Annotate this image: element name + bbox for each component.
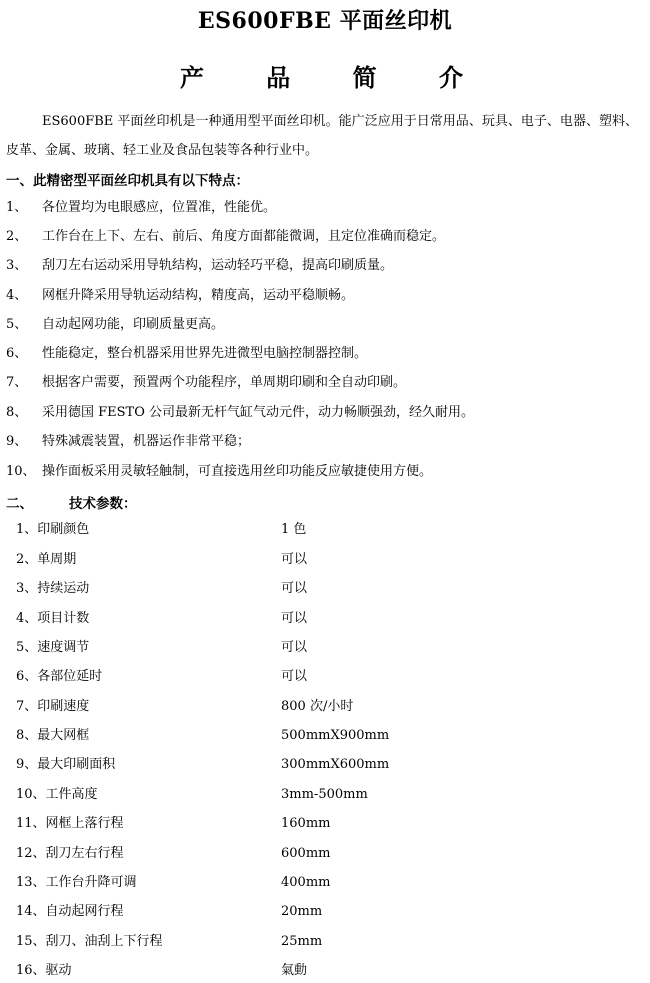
features-heading: 一、此精密型平面丝印机具有以下特点： — [6, 173, 249, 189]
feature-item — [6, 199, 276, 217]
feature-item — [6, 228, 445, 246]
feature-text: 性能稳定，整台机器采用世界先进微型电脑控制器控制。 — [42, 346, 368, 361]
spec-row — [16, 786, 636, 804]
feature-number: 5、 — [6, 317, 28, 332]
feature-text: 根据客户需要，预置两个功能程序，单周期印刷和全自动印刷。 — [42, 375, 407, 390]
feature-number: 8、 — [6, 405, 28, 420]
spec-name: 11、网框上落行程 — [16, 816, 124, 831]
spec-value: 1 色 — [281, 522, 307, 537]
spec-value: 160mm — [281, 816, 331, 831]
spec-row — [16, 845, 636, 863]
feature-text: 刮刀左右运动采用导轨结构，运动轻巧平稳，提高印刷质量。 — [42, 258, 394, 273]
spec-value: 500mmX900mm — [281, 728, 390, 743]
spec-name: 16、驱动 — [16, 963, 72, 978]
feature-text: 工作台在上下、左右、前后、角度方面都能微调，且定位准确而稳定。 — [42, 229, 446, 244]
feature-text: 各位置均为电眼感应，位置准，性能优。 — [42, 200, 277, 215]
specs-heading-label: 技术参数： — [69, 496, 137, 512]
intro-paragraph: ES600FBE 平面丝印机是一种通用型平面丝印机。能广泛应用于日常用品、玩具、电子、电器、塑料、皮革、金属、玻璃、轻工业及食品包装等各种行业中。 — [6, 114, 638, 158]
spec-name: 9、最大印刷面积 — [16, 757, 116, 772]
feature-item — [6, 345, 367, 363]
feature-number: 4、 — [6, 288, 28, 303]
spec-name: 4、项目计数 — [16, 611, 90, 626]
spec-value: 25mm — [281, 934, 323, 949]
spec-name: 3、持续运动 — [16, 581, 90, 596]
spec-row — [16, 521, 636, 539]
spec-name: 2、单周期 — [16, 552, 77, 567]
spec-row — [16, 580, 636, 598]
spec-row — [16, 933, 636, 951]
spec-value: 800 次/小时 — [281, 699, 354, 714]
product-intro-heading: 产 品 简 介 — [179, 63, 491, 92]
feature-item — [6, 257, 393, 275]
feature-text: 特殊减震装置，机器运作非常平稳； — [42, 434, 251, 449]
spec-value: 20mm — [281, 904, 323, 919]
spec-value: 3mm-500mm — [281, 787, 368, 802]
feature-text: 自动起网功能，印刷质量更高。 — [42, 317, 225, 332]
spec-name: 12、刮刀左右行程 — [16, 846, 124, 861]
feature-text: 采用德国 FESTO 公司最新无杆气缸气动元件，动力畅顺强劲，经久耐用。 — [42, 405, 475, 420]
feature-item — [6, 433, 250, 451]
feature-item — [6, 374, 406, 392]
spec-value: 400mm — [281, 875, 331, 890]
spec-name: 7、印刷速度 — [16, 699, 90, 714]
spec-name: 6、各部位延时 — [16, 669, 103, 684]
spec-row — [16, 962, 636, 980]
feature-item — [6, 404, 474, 422]
spec-name: 14、自动起网行程 — [16, 904, 124, 919]
feature-number: 3、 — [6, 258, 28, 273]
specs-heading — [6, 492, 137, 512]
spec-name: 15、刮刀、油刮上下行程 — [16, 934, 163, 949]
spec-row — [16, 610, 636, 628]
spec-value: 可以 — [281, 640, 308, 655]
spec-name: 13、工作台升降可调 — [16, 875, 137, 890]
spec-name: 5、速度调节 — [16, 640, 90, 655]
feature-number: 9、 — [6, 434, 28, 449]
spec-row — [16, 698, 636, 716]
feature-item — [6, 463, 432, 481]
spec-value: 可以 — [281, 611, 308, 626]
specs-heading-number: 二、 — [6, 496, 33, 512]
spec-row — [16, 727, 636, 745]
spec-name: 10、工件高度 — [16, 787, 98, 802]
spec-row — [16, 815, 636, 833]
feature-text: 网框升降采用导轨运动结构，精度高，运动平稳顺畅。 — [42, 288, 355, 303]
spec-row — [16, 756, 636, 774]
spec-name: 1、印刷颜色 — [16, 522, 90, 537]
feature-number: 7、 — [6, 375, 28, 390]
spec-row — [16, 639, 636, 657]
spec-row — [16, 668, 636, 686]
spec-row — [16, 874, 636, 892]
spec-value: 600mm — [281, 846, 331, 861]
feature-text: 操作面板采用灵敏轻触制，可直接选用丝印功能反应敏捷使用方便。 — [42, 464, 433, 479]
feature-number: 6、 — [6, 346, 28, 361]
spec-value: 可以 — [281, 552, 308, 567]
feature-number: 1、 — [6, 200, 28, 215]
spec-row — [16, 551, 636, 569]
spec-value: 300mmX600mm — [281, 757, 390, 772]
spec-value: 氣動 — [281, 963, 308, 978]
feature-number: 10、 — [6, 464, 36, 479]
spec-row — [16, 903, 636, 921]
feature-item — [6, 287, 354, 305]
spec-value: 可以 — [281, 669, 308, 684]
feature-item — [6, 316, 224, 334]
spec-name: 8、最大网框 — [16, 728, 90, 743]
feature-number: 2、 — [6, 229, 28, 244]
spec-value: 可以 — [281, 581, 308, 596]
document-title: ES600FBE 平面丝印机 — [197, 8, 453, 34]
